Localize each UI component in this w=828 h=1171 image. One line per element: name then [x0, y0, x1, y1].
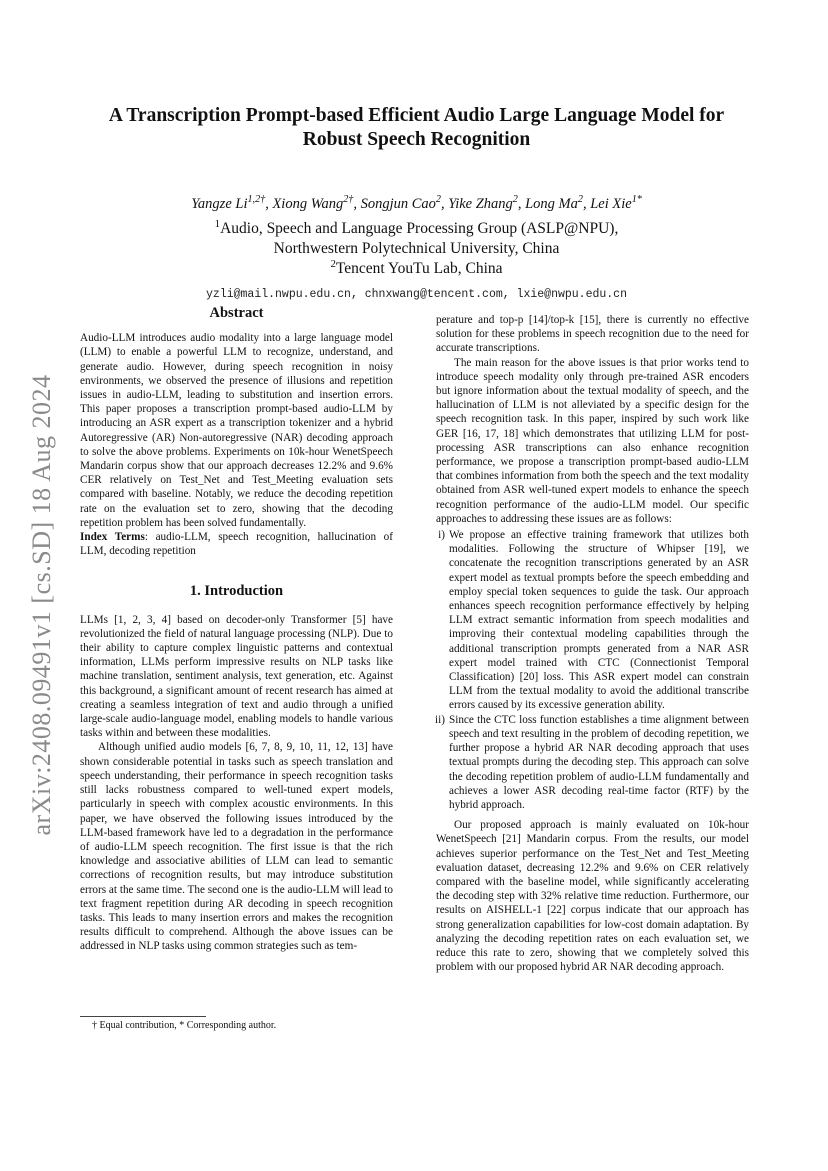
paper-header — [80, 104, 753, 301]
author-name: Long Ma — [525, 196, 578, 212]
index-terms — [80, 530, 393, 558]
affiliations — [80, 219, 753, 279]
abstract-heading: Abstract — [209, 305, 264, 321]
introduction-heading: 1. Introduction — [189, 583, 284, 600]
intro-paragraph-2: Although unified audio models [6, 7, 8, 9, 10, 11, 12, 13] have shown considerable potential in tasks such as speech translation and speech understanding, their performance in speech recognition tasks still lacks robustness compared to well-tuned expert models, particularly in speech with complex acoustic environments. In this paper, we have observed the following issues introduced by the LLM-based framework have led to a degradation in the performance of audio-LLM speech recognition. The first issue is that the rich knowledge and associative abilities of LLM can lead to semantic corrections of recognition results, but may introduce substitution errors at the same time. The second one is the audio-LLM will lead to text fragment repetition during AR decoding in speech recognition tasks. This leads to many insertion errors and makes the recognition results difficult to comprehend. Although the above issues can be addressed in NLP tasks using common strategies such as tem- — [80, 741, 393, 953]
author-affiliation-mark: 2† — [343, 194, 354, 206]
intro-paragraph-5: Our proposed approach is mainly evaluated on 10k-hour WenetSpeech [21] Mandarin corpus. From the results, our model achieves superior performance on the Test_Net and Test_Meeting evaluation dataset, decreasing 12.2% and 9.6% on CER relatively compared with the baseline model, while significantly accelerating the decoding step with 32% relative time reduction. Furthermore, our results on AISHELL-1 [22] corpus indicate that our approach has strong generalization capabilities for low-cost domain adaptation. By analyzing the decoding repetition rates on each evaluation set, we reduce this rate to zero, showing that we completely solved this problem with our proposed hybrid AR NAR decoding approach. — [436, 819, 749, 974]
author-list: Yangze $Li^{1,2\dagger}$, Xiong Wang$^{2\dagger}$, Songjun Cao$^2$, Yike Zhang$^2$, Long Ma$^2$, Lei Xie$^{1*}$ — [191, 194, 642, 212]
abstract-body: Audio-LLM introduces audio modality into a large language model (LLM) to enable a powerful LLM to recognize, understand, and generate audio. However, during speech recognition in noisy environments, we observed the presence of illusions and repetition issues in audio-LLM, leading to substitution and insertion errors. This paper proposes a transcription prompt-based audio-LLM by introducing an ASR expert as a transcription tokenizer and a hybrid Autoregressive (AR) Non-autoregressive (NAR) decoding approach to solve the above problems. Experiments on 10k-hour WenetSpeech Mandarin corpus show that our approach decreases 12.2% and 9.6% CER relatively on Test_Net and Test_Meeting evaluation sets compared with baseline. Notably, we reduce the decoding repetition rate on the evaluation set to zero, showing that the decoding repetition problem has been solved fundamentally. — [80, 332, 393, 529]
intro-paragraph-1: LLMs [1, 2, 3, 4] based on decoder-only Transformer [5] have revolutionized the field of natural language processing (NLP). Due to their ability to capture complex linguistic patterns and contextual information, LLMs perform impressive results on NLP tasks like machine translation, sentiment analysis, text generation, etc. Against this background, a significant amount of recent research has aimed at creating a seamless integration of text and audio through a unified large-scale audio-language model, enabling models to handle various tasks within and between these modalities. — [80, 613, 393, 740]
author-name: Yike Zhang — [448, 196, 513, 212]
arxiv-identifier — [22, 355, 62, 855]
footnote-divider — [80, 1016, 206, 1017]
left-column — [80, 306, 393, 954]
index-terms-text: : audio-LLM, speech recognition, hallucination of LLM, decoding repetition — [80, 531, 393, 558]
author-name: Lei Xie — [590, 196, 632, 212]
author-name: Yangze Li — [191, 196, 248, 212]
author-emails: yzli@mail.nwpu.edu.cn, chnxwang@tencent.com, lxie@nwpu.edu.cn — [206, 288, 627, 301]
author-name: Xiong Wang — [272, 196, 344, 212]
author-affiliation-mark: 1,2† — [247, 194, 266, 206]
right-column — [436, 313, 749, 974]
index-terms-label: Index Terms — [80, 531, 145, 544]
paper-title: A Transcription Prompt-based Efficient Audio Large Language Model for Robust Speech Recognition — [108, 105, 725, 150]
contribution-list — [436, 528, 749, 812]
list-item: i) We propose an effective training framework that utilizes both modalities. Following the structure of Whipser [19], we concatenate the recognition transcriptions generated by an ASR expert model as textual prompts before the speech embedding and employ special token sequences to guide the task. Our approach enhances speech recognition performance effectively by helping LLM extract semantic information from speech modalities and improving their contextual modeling capabilities through the additional transcription prompts generated from a NAR ASR expert model trained with CTC (Connectionist Temporal Classification) [20] loss. This ASR expert model can constrain LLM from the textual modality to avoid the additional transcribe errors caused by its excessive generation ability. — [438, 529, 749, 712]
author-name: Songjun Cao — [360, 196, 436, 212]
author-affiliation-mark: 2 — [435, 194, 441, 206]
footnote: † Equal contribution, * Corresponding author. — [92, 1020, 277, 1031]
affiliation-1-line2: Northwestern Polytechnical University, China — [273, 240, 560, 257]
author-affiliation-mark: 1* — [631, 194, 642, 206]
affiliation-2: $^2$Tencent YouTu Lab, China — [330, 257, 503, 277]
author-affiliation-mark: 2 — [577, 194, 583, 206]
intro-paragraph-3: perature and top-p [14]/top-k [15], there is currently no effective solution for these problems in speech recognition due to the need for accurate transcriptions. — [436, 314, 749, 355]
intro-paragraph-4: The main reason for the above issues is that prior works tend to introduce speech modality only through pre-trained ASR encoders but ignore information about the textual modality of speech, and the hallucination of LLM is not alleviated by a specific design for the speech recognition task. In this paper, inspired by such work like GER [16, 17, 18] which demonstrates that utilizing LLM for post-processing ASR transcriptions can also enhance recognition performance, we propose a transcription prompt-based audio-LLM that combines information from both the speech and the text modality obtained from ASR well-tuned expert models to enhance the speech recognition performance of the audio-LLM model. Our specific approaches to addressing these issues are as follows: — [436, 356, 749, 525]
arxiv-identifier-text: arXiv:2408.09491v1 [cs.SD] 18 Aug 2024 — [27, 374, 56, 836]
author-affiliation-mark: 2 — [512, 194, 518, 206]
list-item: ii) Since the CTC loss function establishes a time alignment between speech and text resulting in the problem of decoding repetition, we further propose a hybrid AR NAR decoding approach that uses textual prompts during the decoding step. This approach can solve the decoding repetition problem of audio-LLM fundamentally and achieves a lower ASR decoding real-time factor (RTF) by the hybrid approach. — [435, 713, 749, 811]
affiliation-1: $^1$Audio, Speech and Language Processing Group (ASLP@NPU), — [214, 217, 619, 237]
